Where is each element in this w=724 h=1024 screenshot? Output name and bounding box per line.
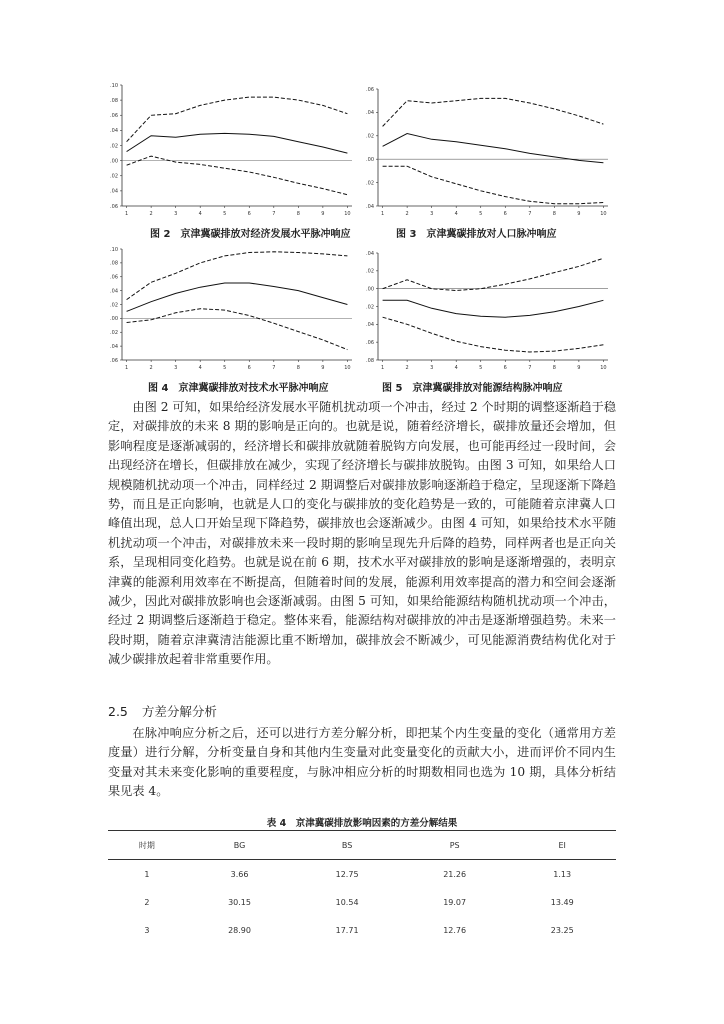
series-response-line	[383, 300, 604, 317]
figure-2-caption: 图 2 京津冀碳排放对经济发展水平脉冲响应	[150, 229, 351, 240]
x-tick-label: 1	[125, 365, 129, 371]
table-cell: 10.54	[335, 897, 359, 907]
y-tick-label: .06	[110, 113, 118, 120]
section-heading	[108, 702, 217, 720]
series-response-line	[383, 134, 604, 163]
figure-5	[364, 250, 612, 374]
table-cell: 3.66	[230, 869, 249, 879]
x-tick-label: 6	[247, 211, 251, 217]
figure-2-chart	[108, 82, 356, 220]
x-tick-label: 10	[344, 365, 351, 371]
series-lower-line	[127, 156, 348, 195]
header-bg: BG	[186, 831, 294, 860]
table-cell: 30.15	[228, 897, 251, 907]
x-tick-label: 6	[503, 365, 507, 371]
table-cell: 28.90	[228, 925, 251, 935]
series-upper-line	[127, 97, 348, 142]
x-tick-label: 7	[272, 365, 276, 371]
y-tick-label: .02	[366, 133, 374, 140]
x-tick-label: 3	[174, 211, 178, 217]
x-tick-label: 2	[405, 211, 409, 217]
table-cell: 13.49	[550, 897, 574, 907]
figure-3	[364, 86, 612, 220]
x-tick-label: 4	[198, 211, 202, 217]
y-tick-label: .04	[110, 188, 118, 195]
series-upper-line	[127, 252, 348, 300]
y-tick-label: .06	[110, 274, 118, 281]
table-cell: 1.13	[553, 869, 572, 879]
x-tick-label: 4	[198, 365, 202, 371]
x-tick-label: 1	[381, 365, 385, 371]
y-tick-label: .02	[110, 173, 118, 180]
x-tick-label: 6	[503, 211, 507, 217]
series-upper-line	[383, 258, 604, 290]
figure-5-chart	[364, 250, 612, 374]
x-tick-label: 8	[552, 211, 556, 217]
figure-2	[108, 82, 356, 220]
figure-5-caption: 图 5 京津冀碳排放对能源结构脉冲响应	[382, 383, 563, 394]
y-tick-label: .08	[366, 357, 374, 364]
x-tick-label: 8	[552, 365, 556, 371]
x-tick-label: 9	[321, 211, 325, 217]
series-lower-line	[127, 309, 348, 350]
table-row	[108, 860, 616, 889]
y-tick-label: .02	[110, 302, 118, 309]
x-tick-label: 8	[296, 211, 300, 217]
figure-3-caption: 图 3 京津冀碳排放对人口脉冲响应	[396, 229, 557, 240]
series-upper-line	[383, 98, 604, 126]
header-ps: PS	[401, 831, 509, 860]
table-cell: 19.07	[443, 897, 467, 907]
table-title: 表 4 京津冀碳排放影响因素的方差分解结果	[266, 818, 458, 829]
x-tick-label: 4	[454, 211, 458, 217]
y-tick-label: .08	[110, 260, 118, 267]
y-tick-label: .02	[366, 268, 374, 275]
y-tick-label: .08	[110, 97, 118, 104]
y-tick-label: .10	[110, 82, 118, 89]
y-tick-label: .04	[366, 250, 374, 257]
analysis-text	[108, 398, 616, 670]
x-tick-label: 9	[577, 211, 581, 217]
figure-3-chart	[364, 86, 612, 220]
series-lower-line	[383, 317, 604, 352]
figure-4-chart	[108, 246, 356, 374]
x-tick-label: 10	[600, 211, 607, 217]
table-cell: 3	[144, 925, 150, 935]
section-title: 方差分解分析	[141, 704, 217, 719]
y-tick-label: .06	[366, 86, 374, 93]
y-tick-label: .04	[110, 128, 118, 135]
paragraph: 在脉冲响应分析之后，还可以进行方差分解分析，即把某个内生变量的变化（通常用方差度量）进行分解，分析变量自身和其他内生变量对此变量变化的贡献大小，进而评价不同内生变量对其未来变化影响的重要程度，与脉冲相应分析的时期数相同也选为 10 期，具体分析结果见表 4。	[108, 726, 616, 799]
table-cell: 23.25	[550, 925, 574, 935]
x-tick-label: 6	[247, 365, 251, 371]
x-tick-label: 3	[430, 211, 434, 217]
section-text	[108, 724, 616, 802]
header-ei: EI	[508, 831, 616, 860]
x-tick-label: 9	[321, 365, 325, 371]
y-tick-label: .02	[110, 143, 118, 150]
x-tick-label: 2	[405, 365, 409, 371]
series-response-line	[127, 283, 348, 311]
x-tick-label: 2	[149, 365, 153, 371]
table-row	[108, 888, 616, 916]
header-period: 时期	[108, 831, 186, 860]
table-cell: 2	[144, 897, 150, 907]
x-tick-label: 3	[430, 365, 434, 371]
y-tick-label: .00	[110, 316, 118, 323]
y-tick-label: .00	[110, 158, 118, 165]
series-lower-line	[383, 166, 604, 204]
y-tick-label: .02	[366, 304, 374, 311]
x-tick-label: 5	[223, 365, 227, 371]
table-header-row	[108, 831, 616, 860]
table-cell: 21.26	[443, 869, 467, 879]
x-tick-label: 9	[577, 365, 581, 371]
y-tick-label: .04	[110, 288, 118, 295]
x-tick-label: 7	[528, 211, 532, 217]
variance-table	[108, 830, 616, 944]
x-tick-label: 10	[600, 365, 607, 371]
header-bs: BS	[293, 831, 401, 860]
figure-4	[108, 246, 356, 374]
y-tick-label: .04	[366, 203, 374, 210]
y-tick-label: .02	[110, 330, 118, 337]
x-tick-label: 7	[528, 365, 532, 371]
y-tick-label: .06	[366, 339, 374, 346]
table-row	[108, 916, 616, 944]
section-number: 2.5	[108, 704, 128, 719]
y-tick-label: .06	[110, 203, 118, 210]
x-tick-label: 7	[272, 211, 276, 217]
table-cell: 12.75	[335, 869, 359, 879]
x-tick-label: 1	[381, 211, 385, 217]
y-tick-label: .06	[110, 357, 118, 364]
paragraph: 由图 2 可知，如果给经济发展水平随机扰动项一个冲击，经过 2 个时期的调整逐渐趋于稳定，对碳排放的未来 8 期的影响是正向的。也就是说，随着经济增长，碳排放量还会增加，但影响程度是逐渐减弱的，经济增长和碳排放就随着脱钩方向发展，也可能再经过一段时间，会出现经济在增长，但碳排放在减少，实现了经济增长与碳排放脱钩。由图 3 可知，如果给人口规模随机扰动项一个冲击，同样经过 2 期调整后对碳排放影响逐渐趋于稳定，呈现逐渐下降趋势，而且是正向影响，也就是人口的变化与碳排放的变化趋势是一致的，可能随着京津冀人口峰值出现，总人口开始呈现下降趋势，碳排放也会逐渐减少。由图 4 可知，如果给技术水平随机扰动项一个冲击，对碳排放未来一段时期的影响呈现先升后降的趋势，同样两者也是正向关系，呈现相同变化趋势。也就是说在前 6 期，技术水平对碳排放的影响是逐渐增强的，表明京津冀的能源利用效率在不断提高，但随着时间的发展，能源利用效率提高的潜力和空间会逐渐减少，因此对碳排放影响也会逐渐减弱。由图 5 可知，如果给能源结构随机扰动项一个冲击，经过 2 期调整后逐渐趋于稳定。整体来看，能源结构对碳排放的冲击是逐渐增强趋势。未来一段时期，随着京津冀清洁能源比重不断增加，碳排放会不断减少，可见能源消费结构优化对于减少碳排放起着非常重要作用。	[108, 400, 616, 667]
table-cell: 17.71	[335, 925, 359, 935]
x-tick-label: 2	[149, 211, 153, 217]
table-cell: 12.76	[443, 925, 467, 935]
x-tick-label: 5	[223, 211, 227, 217]
x-tick-label: 5	[479, 365, 483, 371]
series-response-line	[127, 133, 348, 153]
y-tick-label: .02	[366, 180, 374, 187]
y-tick-label: .04	[366, 322, 374, 329]
x-tick-label: 3	[174, 365, 178, 371]
y-tick-label: .10	[110, 246, 118, 253]
y-tick-label: .00	[366, 286, 374, 293]
figure-4-caption: 图 4 京津冀碳排放对技术水平脉冲响应	[148, 383, 329, 394]
x-tick-label: 8	[296, 365, 300, 371]
x-tick-label: 1	[125, 211, 129, 217]
y-tick-label: .04	[366, 110, 374, 117]
x-tick-label: 10	[344, 211, 351, 217]
x-tick-label: 5	[479, 211, 483, 217]
y-tick-label: .04	[110, 343, 118, 350]
table-cell: 1	[144, 869, 150, 879]
x-tick-label: 4	[454, 365, 458, 371]
y-tick-label: .00	[366, 157, 374, 163]
